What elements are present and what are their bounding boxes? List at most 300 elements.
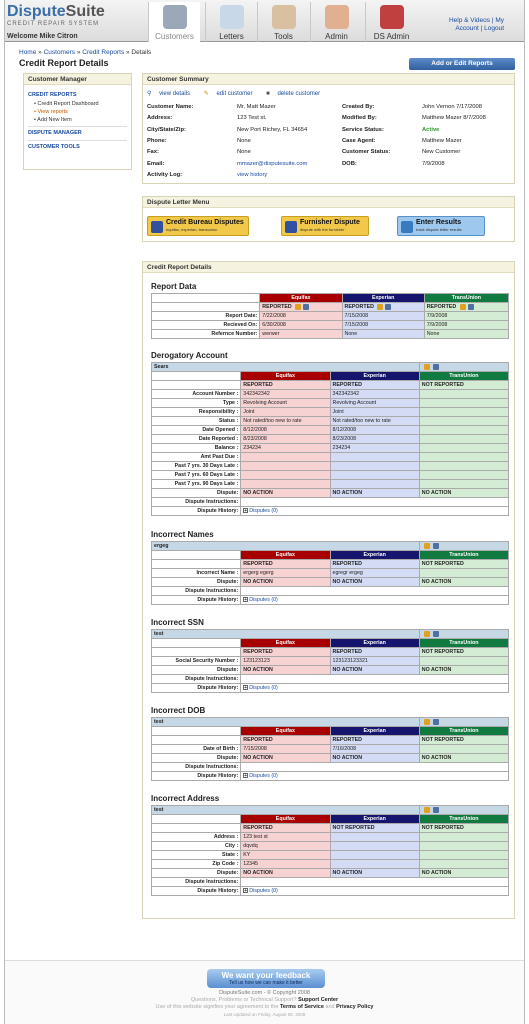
field-link[interactable]: mmazer@disputesuite.com xyxy=(237,160,308,167)
field-label: Service Status: xyxy=(342,126,384,133)
section-title: Derogatory Account xyxy=(151,351,228,360)
edit-customer-link[interactable]: ✎ edit customer xyxy=(203,91,253,97)
cell-value: egregr ergeg xyxy=(330,569,419,578)
row-label: Past 7 yrs. 60 Days Late : xyxy=(152,471,241,480)
furnisher-dispute-button[interactable] xyxy=(281,216,369,236)
row-label: Dispute History: xyxy=(152,772,241,781)
field-label: Case Agent: xyxy=(342,137,376,144)
cell-value xyxy=(419,851,508,860)
reported-status: NOT REPORTED xyxy=(419,736,508,745)
row-label: Date Opened : xyxy=(152,426,241,435)
data-row xyxy=(152,330,509,339)
cell-value: 7/15/2008 xyxy=(342,321,424,330)
trash-icon[interactable] xyxy=(433,631,439,637)
account-name: test xyxy=(152,630,420,639)
trash-icon[interactable] xyxy=(433,719,439,725)
cell-value: NO ACTION xyxy=(330,666,419,675)
status-row xyxy=(152,381,509,390)
cell-value: Revolving Account xyxy=(241,399,330,408)
tab-customers[interactable] xyxy=(148,2,200,42)
reported-status: REPORTED xyxy=(330,560,419,569)
bureau-equifax: Equifax xyxy=(241,727,330,736)
cell-value xyxy=(419,569,508,578)
reported-status: NOT REPORTED xyxy=(419,824,508,833)
cell-value: NO ACTION xyxy=(419,578,508,587)
cell-value: None xyxy=(424,330,508,339)
tab-label: Customers xyxy=(155,32,194,41)
tab-label: Tools xyxy=(274,32,293,41)
row-label: Dispute: xyxy=(152,489,241,498)
reported-status: REPORTED xyxy=(260,303,342,312)
section-ssn xyxy=(151,618,509,693)
account-link[interactable]: Account | Logout xyxy=(455,25,504,32)
footer xyxy=(5,960,524,1024)
summary-field xyxy=(342,149,522,155)
data-row xyxy=(152,860,509,869)
edit-icon[interactable] xyxy=(424,807,430,813)
row-label: Account Number : xyxy=(152,390,241,399)
reported-status: REPORTED xyxy=(330,381,419,390)
bureau-transunion: TransUnion xyxy=(419,551,508,560)
summary-field xyxy=(147,127,337,133)
welcome-text: Welcome Mike Citron xyxy=(7,33,78,40)
cell-value: 234234 xyxy=(241,444,330,453)
edit-icon[interactable] xyxy=(295,304,301,310)
summary-field xyxy=(342,115,522,121)
field-label: Activity Log: xyxy=(147,171,183,178)
sidebar-item-dashboard[interactable]: • Credit Report Dashboard xyxy=(34,101,99,107)
bureau-header-row xyxy=(152,639,509,648)
report-table xyxy=(151,805,509,896)
cell-value: Revolving Account xyxy=(330,399,419,408)
bureau-equifax: Equifax xyxy=(260,294,342,303)
tab-tools[interactable] xyxy=(257,2,309,42)
cell-value: 234234 xyxy=(330,444,419,453)
bureau-header-row xyxy=(152,815,509,824)
instructions-row xyxy=(152,587,509,596)
account-row xyxy=(152,718,509,727)
data-row xyxy=(152,569,509,578)
bureau-transunion: TransUnion xyxy=(419,727,508,736)
bureau-experian: Experian xyxy=(330,639,419,648)
row-label: Dispute: xyxy=(152,578,241,587)
summary-field xyxy=(342,138,522,144)
cell-value xyxy=(419,444,508,453)
account-name: ergeg xyxy=(152,542,420,551)
data-row xyxy=(152,489,509,498)
bureau-header-row xyxy=(152,372,509,381)
reported-status: REPORTED xyxy=(241,736,330,745)
row-label: Report Date: xyxy=(152,312,260,321)
data-row xyxy=(152,666,509,675)
bureau-icon xyxy=(151,221,163,233)
row-label: Date of Birth : xyxy=(152,745,241,754)
cell-value: NO ACTION xyxy=(241,666,330,675)
bureau-header-row xyxy=(152,727,509,736)
sidebar-credit-reports[interactable]: CREDIT REPORTS xyxy=(28,92,77,98)
field-value: 7/9/2008 xyxy=(422,160,445,167)
dispute-letter-menu xyxy=(142,196,515,242)
cell-value xyxy=(419,657,508,666)
report-table xyxy=(151,293,509,339)
top-navigation xyxy=(5,0,524,42)
cell-value xyxy=(419,745,508,754)
row-label: Status : xyxy=(152,417,241,426)
cell-value: 342342342 xyxy=(241,390,330,399)
edit-icon: ✎ xyxy=(203,91,209,97)
cell-value: 7/9/2008 xyxy=(424,312,508,321)
row-label: City : xyxy=(152,842,241,851)
cell-value: Joint xyxy=(241,408,330,417)
data-row xyxy=(152,312,509,321)
field-label: City/State/Zip: xyxy=(147,126,186,133)
cell-value xyxy=(241,453,330,462)
tab-label: Letters xyxy=(219,32,244,41)
cell-value: NO ACTION xyxy=(330,869,419,878)
account-row xyxy=(152,630,509,639)
disputes-link[interactable]: + Disputes (0) xyxy=(241,507,509,516)
history-row xyxy=(152,887,509,896)
tab-letters[interactable] xyxy=(205,2,257,42)
row-label: Dispute Instructions: xyxy=(152,587,241,596)
cell-value: Not rated/too new to rate xyxy=(330,417,419,426)
logo-text-b: Suite xyxy=(65,3,105,20)
reported-status: REPORTED xyxy=(241,648,330,657)
cell-value: 123 test st xyxy=(241,833,330,842)
section-dob xyxy=(151,706,509,781)
dispute-letter-menu-title: Dispute Letter Menu xyxy=(143,197,514,208)
add-edit-reports-button[interactable]: Add or Edit Reports xyxy=(409,58,515,70)
copyright: DisputeSuite.com - © Copyright 2008 xyxy=(219,990,310,996)
bureau-experian: Experian xyxy=(330,727,419,736)
field-value: Matthew Mazer xyxy=(422,137,462,144)
reported-status: REPORTED xyxy=(330,736,419,745)
furnisher-icon xyxy=(285,221,297,233)
reported-status: NOT REPORTED xyxy=(419,648,508,657)
edit-icon[interactable] xyxy=(460,304,466,310)
row-label: Dispute History: xyxy=(152,596,241,605)
logo-tagline: CREDIT REPAIR SYSTEM xyxy=(7,21,100,27)
instructions-row xyxy=(152,878,509,887)
cell-value xyxy=(419,426,508,435)
breadcrumb: Home » Customers » Credit Reports » Details xyxy=(19,49,152,56)
breadcrumb-credit-reports[interactable]: Credit Reports xyxy=(82,49,125,56)
bureau-experian: Experian xyxy=(330,372,419,381)
cell-value: NO ACTION xyxy=(419,666,508,675)
cell-value: 12345 xyxy=(241,860,330,869)
row-label: Balance : xyxy=(152,444,241,453)
data-row xyxy=(152,390,509,399)
top-links xyxy=(449,17,504,33)
field-value: None xyxy=(237,149,251,156)
cell-value xyxy=(419,417,508,426)
field-label: Phone: xyxy=(147,137,167,144)
expand-icon[interactable]: + xyxy=(244,508,248,514)
section-title: Incorrect SSN xyxy=(151,618,204,627)
tab-admin[interactable] xyxy=(310,2,362,42)
terms-link[interactable]: Terms of Service xyxy=(279,1004,324,1010)
data-row xyxy=(152,426,509,435)
section-derog xyxy=(151,351,509,516)
report-table xyxy=(151,629,509,693)
cell-value xyxy=(330,860,419,869)
summary-field xyxy=(147,161,337,167)
cell-value xyxy=(241,471,330,480)
row-label: Dispute: xyxy=(152,869,241,878)
cell-value: NO ACTION xyxy=(419,869,508,878)
edit-icon[interactable] xyxy=(424,719,430,725)
reported-status: REPORTED xyxy=(424,303,508,312)
row-label: Refernce Number: xyxy=(152,330,260,339)
expand-icon[interactable]: + xyxy=(244,685,248,691)
button-label: Furnisher Dispute xyxy=(300,219,360,226)
disputes-link[interactable]: + Disputes (0) xyxy=(241,684,509,693)
sidebar-item-add-new[interactable]: • Add New Item xyxy=(34,117,72,123)
help-link[interactable]: Help & Videos | My xyxy=(448,17,504,24)
bureau-equifax: Equifax xyxy=(241,639,330,648)
account-actions xyxy=(419,718,508,727)
field-label: Created By: xyxy=(342,104,375,110)
account-name: test xyxy=(152,806,420,815)
cell-value: Not rated/too new to rate xyxy=(241,417,330,426)
account-actions xyxy=(419,806,508,815)
row-label: Address : xyxy=(152,833,241,842)
cell-value xyxy=(330,480,419,489)
disputes-link[interactable]: + Disputes (0) xyxy=(241,772,509,781)
cell-value: 7/9/2008 xyxy=(424,321,508,330)
button-subtext: track dispute letter results xyxy=(416,227,462,232)
customers-icon xyxy=(163,5,187,29)
button-subtext: equifax, experian, transunion xyxy=(166,227,218,232)
breadcrumb-home[interactable]: Home xyxy=(19,49,37,56)
cell-value: NO ACTION xyxy=(241,489,330,498)
sidebar-dispute-manager[interactable]: DISPUTE MANAGER xyxy=(28,130,82,136)
cell-value xyxy=(330,851,419,860)
instructions-row xyxy=(152,675,509,684)
history-row xyxy=(152,684,509,693)
field-label: DOB: xyxy=(342,160,357,167)
account-actions xyxy=(419,363,508,372)
sidebar-item-view-reports[interactable]: • View reports xyxy=(34,109,68,115)
disputes-link[interactable]: + Disputes (0) xyxy=(241,887,509,896)
terms-line: Use of this website signifies your agreement to the Terms of Service and Privacy Policy xyxy=(155,1004,374,1010)
cell-value xyxy=(419,462,508,471)
cell-value: NO ACTION xyxy=(330,489,419,498)
row-label: Dispute History: xyxy=(152,507,241,516)
view-details-link[interactable]: ⚲ view details xyxy=(147,91,191,97)
edit-icon[interactable] xyxy=(424,543,430,549)
cell-value: 123123123 xyxy=(241,657,330,666)
bureau-transunion: TransUnion xyxy=(419,639,508,648)
cell-value: NO ACTION xyxy=(241,754,330,763)
cell-value xyxy=(330,462,419,471)
feedback-button[interactable]: We want your feedback Tell us how we can make it better xyxy=(207,969,325,988)
trash-icon[interactable] xyxy=(433,364,439,370)
cell-value xyxy=(241,480,330,489)
cell-value xyxy=(419,833,508,842)
bureau-experian: Experian xyxy=(330,551,419,560)
trash-icon[interactable] xyxy=(385,304,391,310)
row-label: Zip Code : xyxy=(152,860,241,869)
status-row xyxy=(152,560,509,569)
row-label: Dispute Instructions: xyxy=(152,763,241,772)
cell-value xyxy=(419,842,508,851)
trash-icon[interactable] xyxy=(433,807,439,813)
cell-value: 123123123321 xyxy=(330,657,419,666)
trash-icon[interactable] xyxy=(468,304,474,310)
bureau-equifax: Equifax xyxy=(241,815,330,824)
trash-icon[interactable] xyxy=(303,304,309,310)
cell-value xyxy=(330,833,419,842)
summary-field xyxy=(342,104,522,110)
data-row xyxy=(152,435,509,444)
sidebar-title: Customer Manager xyxy=(24,74,131,85)
row-label: Dispute Instructions: xyxy=(152,498,241,507)
cell-value xyxy=(419,435,508,444)
row-label: Dispute History: xyxy=(152,887,241,896)
row-label: Dispute: xyxy=(152,666,241,675)
row-label: Responsibility : xyxy=(152,408,241,417)
section-address xyxy=(151,794,509,896)
bureau-transunion: TransUnion xyxy=(419,815,508,824)
history-row xyxy=(152,596,509,605)
data-row xyxy=(152,657,509,666)
button-label: Enter Results xyxy=(416,219,462,226)
admin-icon xyxy=(325,5,349,29)
search-icon: ⚲ xyxy=(147,91,152,97)
tab-ds-admin[interactable] xyxy=(365,2,417,42)
logo[interactable] xyxy=(7,3,105,27)
account-row xyxy=(152,363,509,372)
data-row xyxy=(152,399,509,408)
row-label: Dispute: xyxy=(152,754,241,763)
field-value: Mr. Matt Mazer xyxy=(237,104,276,110)
delete-customer-link[interactable]: ■ delete customer xyxy=(266,91,321,97)
support-line: Questions, Problems or Technical Support? Support Center xyxy=(190,997,339,1003)
credit-bureau-disputes-button[interactable] xyxy=(147,216,249,236)
account-name: Sears xyxy=(152,363,420,372)
row-label: Dispute Instructions: xyxy=(152,878,241,887)
data-row xyxy=(152,869,509,878)
edit-icon[interactable] xyxy=(424,364,430,370)
cell-value: 342342342 xyxy=(330,390,419,399)
section-title: Report Data xyxy=(151,282,197,291)
row-label: Date Reported : xyxy=(152,435,241,444)
cell-value: 7/15/2008 xyxy=(241,745,330,754)
data-row xyxy=(152,480,509,489)
cell-value xyxy=(330,471,419,480)
data-row xyxy=(152,471,509,480)
field-value: None xyxy=(237,137,251,144)
breadcrumb-details: Details xyxy=(131,49,152,56)
reported-status: NOT REPORTED xyxy=(330,824,419,833)
cell-value: NO ACTION xyxy=(330,754,419,763)
data-row xyxy=(152,321,509,330)
cell-value: dqvdq xyxy=(241,842,330,851)
cell-value: NO ACTION xyxy=(330,578,419,587)
cell-value: 7/15/2008 xyxy=(342,312,424,321)
cell-value: Joint xyxy=(330,408,419,417)
field-label: Modified By: xyxy=(342,115,377,122)
summary-field xyxy=(147,104,337,110)
section-title: Incorrect DOB xyxy=(151,706,206,715)
ds-admin-icon xyxy=(380,5,404,29)
cell-value xyxy=(330,842,419,851)
disputes-link[interactable]: + Disputes (0) xyxy=(241,596,509,605)
status-row xyxy=(152,736,509,745)
status-row xyxy=(152,824,509,833)
reported-status: REPORTED xyxy=(241,381,330,390)
support-center-link[interactable]: Support Center xyxy=(298,997,339,1003)
page-title: Credit Report Details xyxy=(19,58,109,68)
tab-label: Admin xyxy=(325,32,348,41)
account-actions xyxy=(419,630,508,639)
account-row xyxy=(152,806,509,815)
data-row xyxy=(152,408,509,417)
data-row xyxy=(152,833,509,842)
button-label: Credit Bureau Disputes xyxy=(166,219,244,226)
sidebar xyxy=(23,73,132,170)
row-label: Past 7 yrs. 90 Days Late : xyxy=(152,480,241,489)
reported-status: NOT REPORTED xyxy=(419,560,508,569)
details-title: Credit Report Details xyxy=(143,262,514,273)
last-updated: Last Updated on Friday, August 08, 2008 xyxy=(223,1012,306,1017)
row-label: Dispute History: xyxy=(152,684,241,693)
account-name: test xyxy=(152,718,420,727)
bureau-transunion: TransUnion xyxy=(424,294,508,303)
bureau-experian: Experian xyxy=(330,815,419,824)
cell-value: 8/23/2008 xyxy=(330,435,419,444)
data-row xyxy=(152,444,509,453)
row-label: Incorrect Name : xyxy=(152,569,241,578)
row-label: State : xyxy=(152,851,241,860)
expand-icon[interactable]: + xyxy=(244,888,248,894)
field-value: Matthew Mazer 8/7/2008 xyxy=(422,115,486,122)
data-row xyxy=(152,453,509,462)
instructions-row xyxy=(152,498,509,507)
cell-value: KY xyxy=(241,851,330,860)
history-row xyxy=(152,772,509,781)
expand-icon[interactable]: + xyxy=(244,773,248,779)
field-value: Active xyxy=(422,126,440,133)
cell-value xyxy=(419,408,508,417)
cell-value xyxy=(419,471,508,480)
sidebar-customer-tools[interactable]: CUSTOMER TOOLS xyxy=(28,144,80,150)
report-table xyxy=(151,541,509,605)
field-link[interactable]: view history xyxy=(237,171,268,178)
summary-field xyxy=(147,115,337,121)
data-row xyxy=(152,578,509,587)
expand-icon[interactable]: + xyxy=(244,597,248,603)
summary-title: Customer Summary xyxy=(143,74,514,85)
privacy-link[interactable]: Privacy Policy xyxy=(336,1004,374,1010)
edit-icon[interactable] xyxy=(377,304,383,310)
reported-status: REPORTED xyxy=(342,303,424,312)
row-label: Recieved On: xyxy=(152,321,260,330)
button-subtext: dispute with the furnisher xyxy=(300,227,345,232)
trash-icon[interactable] xyxy=(433,543,439,549)
field-label: Customer Name: xyxy=(147,104,194,110)
letters-icon xyxy=(220,5,244,29)
enter-results-button[interactable] xyxy=(397,216,485,236)
field-label: Customer Status: xyxy=(342,149,391,156)
logo-text-a: Dispute xyxy=(7,3,66,20)
breadcrumb-customers[interactable]: Customers xyxy=(43,49,76,56)
summary-field xyxy=(147,149,337,155)
cell-value: NO ACTION xyxy=(241,869,330,878)
edit-icon[interactable] xyxy=(424,631,430,637)
cell-value: 8/12/2008 xyxy=(241,426,330,435)
